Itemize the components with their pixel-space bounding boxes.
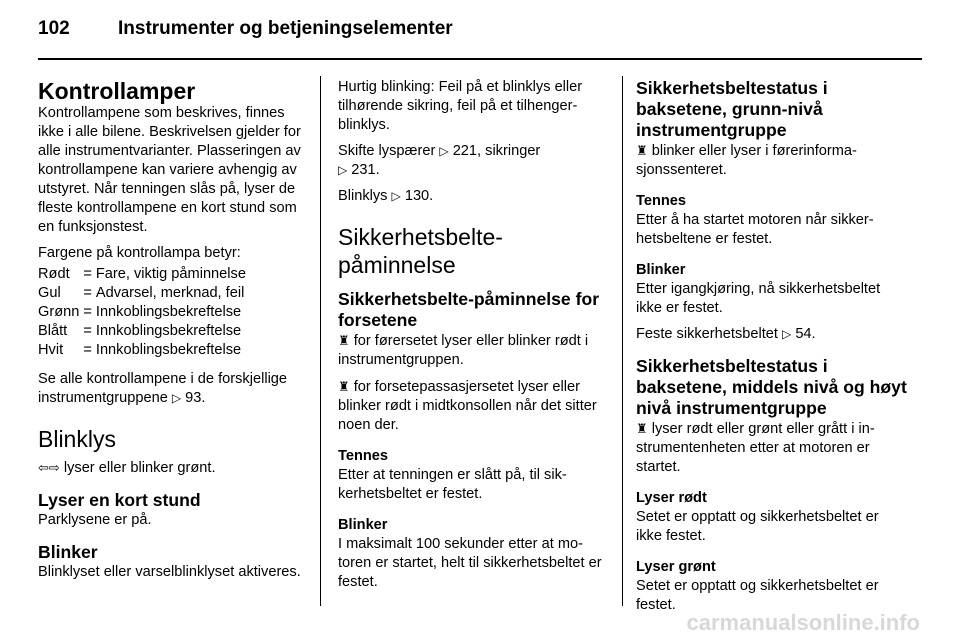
passenger-seatbelt-icon: ♜ <box>338 379 350 394</box>
subheading-tennes: Tennes <box>338 448 389 464</box>
subheading-blinker: Blinker <box>38 542 98 562</box>
subheading-short: Lyser en kort stund <box>38 490 201 510</box>
subheading-blinker: Blinker <box>636 262 686 278</box>
color-eq: = <box>83 304 92 320</box>
color-meaning-table <box>38 265 246 360</box>
skifte-paragraph: Skifte lyspærer ▷ 221, sikringer ▷ 231. <box>338 143 541 178</box>
page-ref-link[interactable]: 54. <box>795 326 816 342</box>
page-ref-link[interactable]: 130. <box>404 188 434 204</box>
color-color: Rødt <box>38 266 70 282</box>
chapter-title: Instrumenter og betjeningselementer <box>118 18 453 39</box>
header-rule <box>38 58 922 60</box>
blinklys-paragraph: ⇦⇨ lyser eller blinker grønt. <box>38 460 216 476</box>
blinker-text: Blinklyset eller varselblinklyset aktiveres. <box>38 564 301 580</box>
colors-intro: Fargene på kontrollampa betyr: <box>38 245 241 261</box>
intro-paragraph: Kontrollampene som beskrives, finnes ikke i alle bilene. Beskrivelsen gjelder for alle instrumentvarianter. Plasseringen av kontrollampene kan variere avhengig av utstyret. Når tenningen slås på, lyser de fleste kontrollampene en kort stund som en funksjonstest. <box>38 105 301 235</box>
turn-signal-icon: ⇦⇨ <box>38 460 60 475</box>
color-meaning: Innkoblingsbekreftelse <box>95 342 242 358</box>
watermark: carmanualsonline.info <box>686 610 920 635</box>
fast-blink-paragraph: Hurtig blinking: Feil på et blinklys eller tilhørende sikring, feil på et tilhengerblinklys. <box>338 79 583 133</box>
color-meaning: Innkoblingsbekreftelse <box>95 323 242 339</box>
color-row <box>38 265 246 284</box>
blinker-text: Etter igangkjøring, nå sikkerhetsbeltet ikke er festet. <box>636 281 881 316</box>
color-eq: = <box>83 323 92 339</box>
page-ref-icon: ▷ <box>391 189 401 203</box>
page-number: 102 <box>38 18 70 39</box>
lyser-gront-text: Setet er opptatt og sikkerhetsbeltet er festet. <box>636 578 879 613</box>
color-row <box>38 284 246 303</box>
section-heading-kontrollamper: Kontrollamper <box>38 78 196 104</box>
color-eq: = <box>83 285 92 301</box>
color-eq: = <box>83 342 92 358</box>
driver-paragraph: ♜ for førersetet lyser eller blinker rødt i instrumentgruppen. <box>338 333 589 368</box>
subheading-lyser-gront: Lyser grønt <box>636 559 716 575</box>
seatbelt-icon: ♜ <box>338 333 350 348</box>
subheading-blinker: Blinker <box>338 517 388 533</box>
color-eq: = <box>83 266 92 282</box>
color-row <box>38 303 246 322</box>
short-text: Parklysene er på. <box>38 512 152 528</box>
rear-mid-paragraph: ♜ lyser rødt eller grønt eller grått i instrumentenheten etter at motoren er startet. <box>636 421 875 475</box>
page-ref-icon: ▷ <box>439 144 449 158</box>
page-header <box>38 18 453 40</box>
tennes-text: Etter å ha startet motoren når sikkerhetsbeltene er festet. <box>636 212 874 247</box>
page-ref-link[interactable]: 221, sikringer <box>452 143 541 159</box>
color-row <box>38 322 246 341</box>
color-color: Blått <box>38 323 68 339</box>
color-meaning: Advarsel, merknad, feil <box>95 285 245 301</box>
color-meaning: Innkoblingsbekreftelse <box>95 304 242 320</box>
column-3 <box>636 78 908 622</box>
seatbelt-icon: ♜ <box>636 143 648 158</box>
feste-paragraph: Feste sikkerhetsbeltet ▷ 54. <box>636 326 816 342</box>
rear-basic-paragraph: ♜ blinker eller lyser i førerinformasjonssenteret. <box>636 143 857 178</box>
blinklys-ref-paragraph: Blinklys ▷ 130. <box>338 188 434 204</box>
column-2 <box>338 78 608 599</box>
page-ref-link[interactable]: 231. <box>351 162 380 178</box>
passenger-paragraph: ♜ for forsetepassasjersetet lyser eller blinker rødt i midtkonsollen når det sitter noen der. <box>338 379 597 433</box>
page-ref-link[interactable]: 93. <box>185 390 206 406</box>
section-heading-blinklys: Blinklys <box>38 426 116 452</box>
color-color: Grønn <box>38 304 80 320</box>
color-row <box>38 341 246 360</box>
page-ref-icon: ▷ <box>338 163 348 177</box>
column-1 <box>38 78 306 589</box>
subheading-rear-mid-high: Sikkerhetsbeltestatus i baksetene, middels nivå og høyt nivå instrumentgruppe <box>636 356 907 418</box>
page-ref-icon: ▷ <box>171 391 182 405</box>
seatbelt-icon: ♜ <box>636 421 648 436</box>
subheading-lyser-rodt: Lyser rødt <box>636 490 707 506</box>
color-color: Hvit <box>38 342 64 358</box>
subheading-rear-basic: Sikkerhetsbeltestatus i baksetene, grunn-nivå instrumentgruppe <box>636 78 828 140</box>
subheading-tennes: Tennes <box>636 193 687 209</box>
blinker-text: I maksimalt 100 sekunder etter at motoren er startet, helt til sikkerhetsbeltet er festet. <box>338 536 602 590</box>
color-color: Gul <box>38 285 61 301</box>
tennes-text: Etter at tenningen er slått på, til sikkerhetsbeltet er festet. <box>338 467 567 502</box>
lyser-rodt-text: Setet er opptatt og sikkerhetsbeltet er ikke festet. <box>636 509 879 544</box>
see-all-paragraph: Se alle kontrollampene i de forskjellige instrumentgruppene ▷ 93. <box>38 371 288 406</box>
column-divider <box>320 76 321 606</box>
color-meaning: Fare, viktig påminnelse <box>95 266 246 282</box>
subheading-front-seats: Sikkerhetsbelte-påminnelse for forsetene <box>338 289 600 330</box>
section-heading-seatbelt: Sikkerhetsbelte-påminnelse <box>338 224 503 278</box>
column-divider <box>622 76 623 606</box>
page-ref-icon: ▷ <box>782 327 792 341</box>
